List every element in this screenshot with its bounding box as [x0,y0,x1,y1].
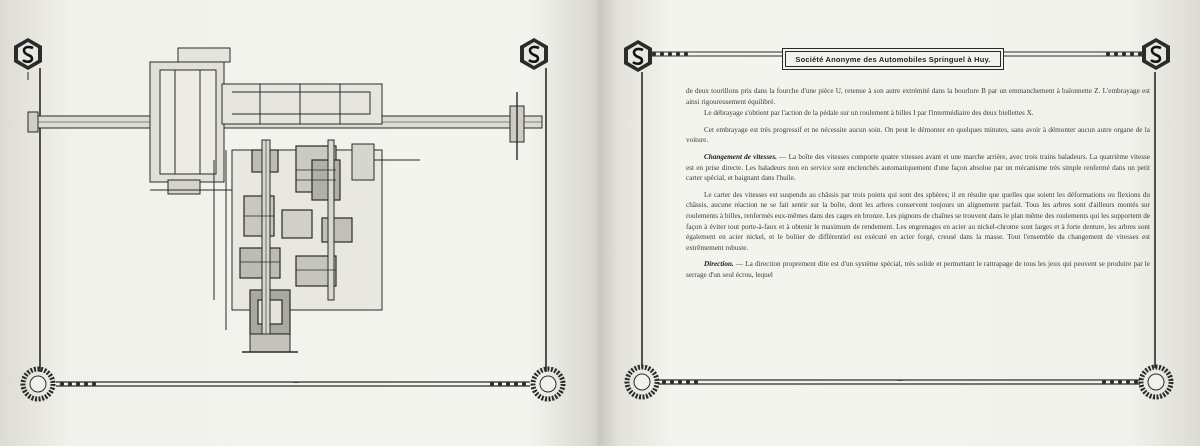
gearbox-drawing [28,48,542,352]
corner-ornament-bottom-right [533,369,563,399]
paragraph: Direction. — La direction proprement dite est d'un système spécial, très solide et permettant le rattrapage de tous les jeux qui peuvent se produire par le serrage d'un seul écrou, lequel [686,260,1150,279]
corner-ornament-bottom-right [1141,367,1171,397]
paragraph: Changement de vitesses. — La boîte des vitesses comporte quatre vitesses avant et une marche arrière, avec trois trains baladeurs. La quatrième vitesse est en prise directe. Les baladeurs non en service sont enclenchés automatiquement d'une façon absolue par un mécanisme très simple renfermé dans un petit carter spécial, et baignant dans l'huile. [686,152,1150,183]
left-page-footer-mark: — [293,380,299,386]
header-title: Société Anonyme des Automobiles Springuel à Huy. [795,54,991,64]
right-page-footer-mark: — [897,378,903,384]
corner-ornament-bottom-left [23,369,53,399]
paragraph: Le débrayage s'obtient par l'action de la pédale sur un roulement à billes I par l'intermédiaire des deux biellettes X. [704,109,1034,118]
paragraph: Cet embrayage est très progressif et ne nécessite aucun soin. On peut le démonter en quelques minutes, sans avoir à démonter aucun autre organe de la voiture. [686,125,1150,145]
corner-ornament-bottom-left [627,367,657,397]
left-page [0,0,598,446]
logo-icon [14,38,42,70]
logo-icon [520,38,548,70]
header-title-box [782,48,1004,70]
left-page-frame [0,0,598,446]
right-page [602,0,1200,446]
paragraph: de deux tourillons pris dans la fourche d'une pièce U, retenue à son autre extrémité dans la bourlure B par un emmanchement à baïonnette Z. L'embrayage est ainsi rigoureusement équilibré. [686,87,1150,106]
paragraph: Le carter des vitesses est suspendu au châssis par trois points qui sont des sphères; il en résulte que quelles que soient les déformations ou flexions du châssis, aucune réaction ne se fait sentir sur la boîte, dont les arbres conservent toujours un alignement parfait. Tous les arbres sont d'ailleurs montés sur roulements à billes, renfermés eux-mêmes dans des cages en bronze. Les pignons de chaînes se trouvent dans le plan même des roulements qui les supportent de façon à éviter tout porte-à-faux et à obtenir le maximum de rendement. Les engrenages en acier au nickel-chrome sont larges et à forte denture, les arbres sont également en acier nickel, et le boîtier de différentiel est exécuté en acier forgé, creusé dans la masse. Tout l'ensemble du changement de vitesses est extrêmement robuste. [686,190,1150,252]
section-heading: Changement de vitesses. [704,152,777,161]
logo-icon [624,40,652,72]
section-heading: Direction. [704,260,734,269]
body-text [686,86,1150,282]
logo-icon [1142,38,1170,70]
